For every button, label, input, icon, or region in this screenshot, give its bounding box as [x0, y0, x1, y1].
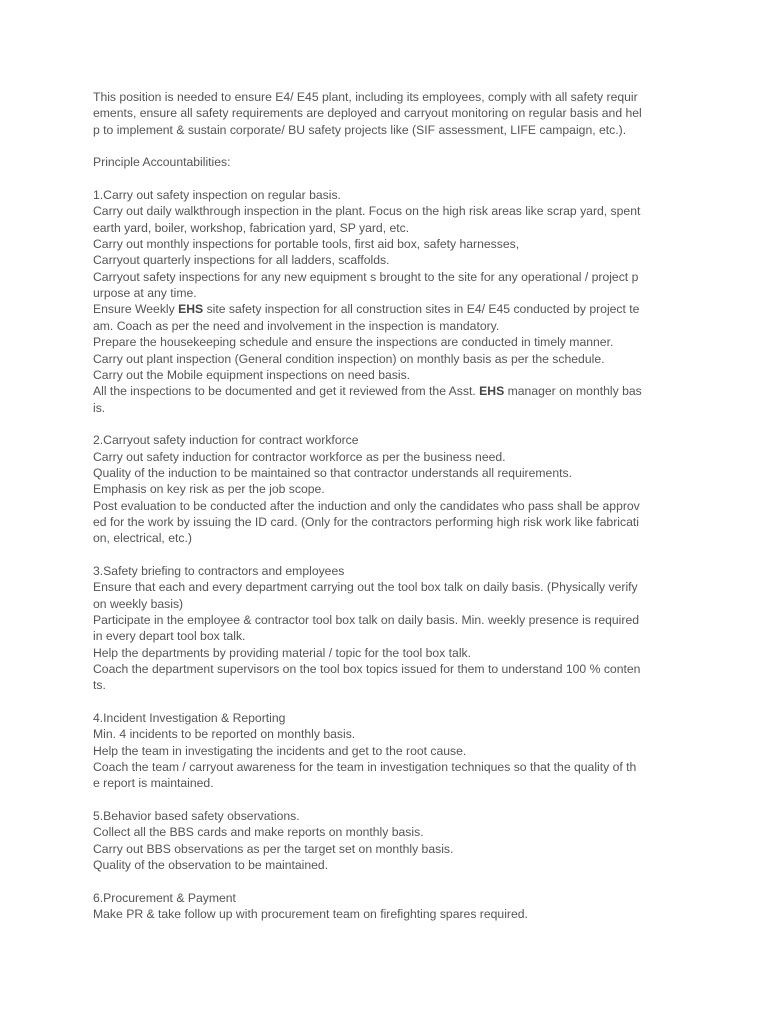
section-3-line: Coach the department supervisors on the tool box topics issued for them to understand 100 % conten	[93, 662, 641, 677]
section-2-line: Quality of the induction to be maintained so that contractor understands all requirements.	[93, 465, 572, 480]
section-1-line-ehs-manager: All the inspections to be documented and get it reviewed from the Asst. EHS manager on monthly bas	[93, 384, 642, 399]
section-4-line: Min. 4 incidents to be reported on monthly basis.	[93, 727, 356, 742]
section-1-heading: 1.Carry out safety inspection on regular basis.	[93, 188, 341, 203]
section-4-heading: 4.Incident Investigation & Reporting	[93, 711, 286, 726]
section-1-line: is.	[93, 400, 106, 415]
section-2-line: on, electrical, etc.)	[93, 531, 192, 546]
section-4-line: e report is maintained.	[93, 776, 214, 791]
section-1-line: Prepare the housekeeping schedule and ensure the inspections are conducted in timely manner.	[93, 335, 614, 350]
section-1-line-ehs-weekly: Ensure Weekly EHS site safety inspection for all construction sites in E4/ E45 conducted by project te	[93, 302, 640, 317]
section-2-line: Post evaluation to be conducted after the induction and only the candidates who pass shall be approv	[93, 498, 640, 513]
ehs-bold-text: EHS	[479, 384, 505, 399]
section-3-line: ts.	[93, 678, 106, 693]
principle-heading: Principle Accountabilities:	[93, 155, 231, 170]
section-1-line: urpose at any time.	[93, 286, 197, 301]
section-1-line: Carry out monthly inspections for portable tools, first aid box, safety harnesses,	[93, 237, 520, 252]
section-5-line: Carry out BBS observations as per the target set on monthly basis.	[93, 841, 454, 856]
intro-line-3: p to implement & sustain corporate/ BU safety projects like (SIF assessment, LIFE campaign, etc.).	[93, 122, 627, 137]
section-2-line: Emphasis on key risk as per the job scope.	[93, 482, 325, 497]
section-5-line: Quality of the observation to be maintained.	[93, 858, 329, 873]
section-3-line: Ensure that each and every department carrying out the tool box talk on daily basis. (Physically verify	[93, 580, 638, 595]
section-3-line: in every depart tool box talk.	[93, 629, 246, 644]
section-5-line: Collect all the BBS cards and make reports on monthly basis.	[93, 825, 424, 840]
section-4-line: Coach the team / carryout awareness for the team in investigation techniques so that the quality of th	[93, 760, 637, 775]
section-1-line: Carry out the Mobile equipment inspections on need basis.	[93, 367, 411, 382]
section-2-line: ed for the work by issuing the ID card. (Only for the contractors performing high risk work like fabricati	[93, 514, 639, 529]
intro-line-1: This position is needed to ensure E4/ E45 plant, including its employees, comply with all safety requir	[93, 90, 638, 104]
section-6-heading: 6.Procurement & Payment	[93, 890, 236, 905]
section-1-line: Carryout safety inspections for any new equipment s brought to the site for any operational / project p	[93, 269, 639, 284]
section-2-line: Carry out safety induction for contractor workforce as per the business need.	[93, 449, 506, 464]
section-1-line: Carry out daily walkthrough inspection in the plant. Focus on the high risk areas like scrap yard, spent	[93, 204, 641, 219]
section-3-line: Help the departments by providing material / topic for the tool box talk.	[93, 645, 472, 660]
section-2-heading: 2.Carryout safety induction for contract workforce	[93, 433, 359, 448]
section-1-line: earth yard, boiler, workshop, fabrication yard, SP yard, etc.	[93, 220, 410, 235]
intro-line-2: ements, ensure all safety requirements are deployed and carryout monitoring on regular basis and hel	[93, 106, 642, 121]
section-6-line: Make PR & take follow up with procurement team on firefighting spares required.	[93, 907, 528, 922]
section-4-line: Help the team in investigating the incidents and get to the root cause.	[93, 743, 467, 758]
document-page	[93, 89, 678, 923]
ehs-bold-text: EHS	[178, 302, 204, 317]
section-1-line: am. Coach as per the need and involvement in the inspection is mandatory.	[93, 318, 500, 333]
section-3-line: on weekly basis)	[93, 596, 184, 611]
section-1-line: Carryout quarterly inspections for all ladders, scaffolds.	[93, 253, 390, 268]
section-3-heading: 3.Safety briefing to contractors and employees	[93, 563, 345, 578]
section-3-line: Participate in the employee & contractor tool box talk on daily basis. Min. weekly presence is required	[93, 613, 640, 627]
section-5-heading: 5.Behavior based safety observations.	[93, 809, 300, 824]
section-1-line: Carry out plant inspection (General condition inspection) on monthly basis as per the schedule.	[93, 351, 605, 366]
